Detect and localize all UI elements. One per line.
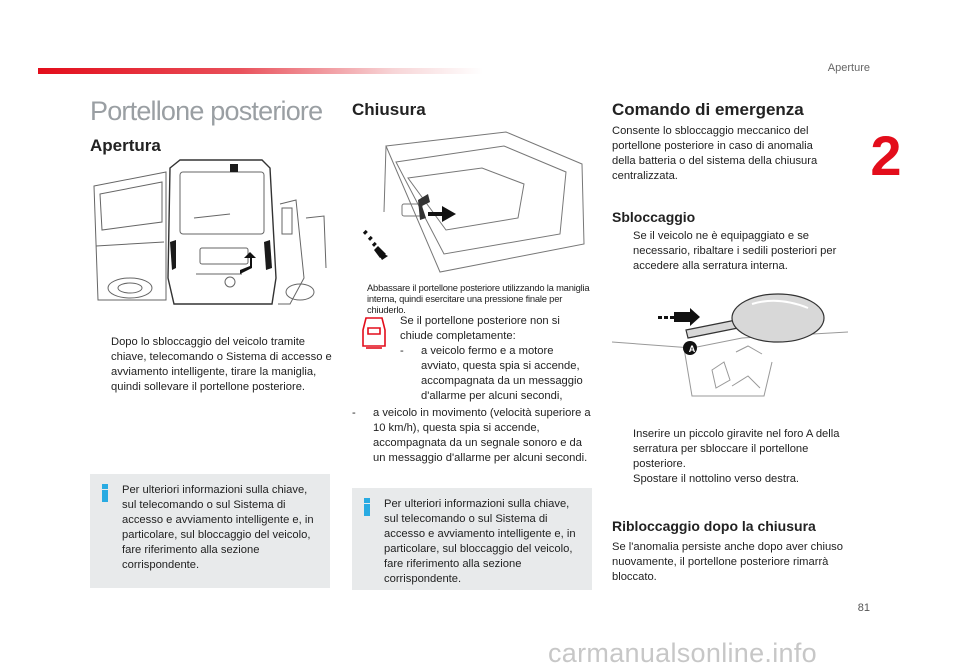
chiusura-bullet: Abbassare il portellone posteriore utilizzando la maniglia interna, quindi esercitare una pressione finale per chiuderlo. bbox=[367, 282, 590, 315]
dash-marker: - bbox=[400, 345, 404, 357]
tailgate-interior-illustration bbox=[356, 126, 592, 274]
emergency-lock-illustration bbox=[612, 292, 852, 412]
chiusura-dash-1: - a veicolo fermo e a motore avviato, questa spia si accende, accompagnata da un messaggio d'allarme per alcuni secondi, bbox=[400, 345, 583, 402]
chiusura-heading: Chiusura bbox=[352, 100, 426, 119]
apertura-bullet: Dopo lo sbloccaggio del veicolo tramite chiave, telecomando o Sistema di accesso e avviamento intelligente, tirare la maniglia, quindi sollevare il portellone posteriore. bbox=[111, 336, 332, 393]
emergenza-heading: Comando di emergenza bbox=[612, 100, 804, 119]
emergenza-intro: Consente lo sbloccaggio meccanico del portellone posteriore in caso di anomalia della batteria o del sistema della chiusura centralizzata. bbox=[612, 125, 818, 182]
emergenza-step-2: Spostare il nottolino verso destra. bbox=[633, 473, 800, 485]
chiusura-info-box bbox=[352, 488, 592, 590]
tailgate-open-warning-icon bbox=[360, 314, 388, 352]
emergenza-step-1: Inserire un piccolo giravite nel foro A della serratura per sbloccare il portellone posteriore. bbox=[633, 428, 840, 470]
apertura-heading: Apertura bbox=[90, 136, 161, 155]
chiusura-dash-2: - a veicolo in movimento (velocità superiore a 10 km/h), questa spia si accende, accompagnata da un segnale sonoro e da un messaggio d'allarme per alcuni secondi. bbox=[352, 407, 591, 464]
chiusura-info-text: Per ulteriori informazioni sulla chiave, sul telecomando o sul Sistema di accesso e avviamento intelligente e, in particolare, sul bloccaggio del veicolo, fare riferimento alla sezione corrispondente. bbox=[384, 498, 576, 585]
dash-marker: - bbox=[352, 407, 356, 419]
info-icon bbox=[362, 498, 372, 516]
van-rear-illustration bbox=[90, 158, 330, 310]
sbloccaggio-bullet: Se il veicolo ne è equipaggiato e se necessario, ribaltare i sedili posteriori per accedere alla serratura interna. bbox=[633, 230, 837, 272]
chapter-number: 2 bbox=[870, 124, 902, 187]
header-accent-bar bbox=[38, 68, 483, 74]
chiusura-warning-intro: Se il portellone posteriore non si chiude completamente: bbox=[400, 315, 560, 342]
section-label: Aperture bbox=[827, 62, 870, 74]
ribloccaggio-heading: Ribloccaggio dopo la chiusura bbox=[612, 518, 816, 534]
label-a-badge: A bbox=[688, 344, 696, 354]
sbloccaggio-heading: Sbloccaggio bbox=[612, 209, 696, 225]
ribloccaggio-text: Se l'anomalia persiste anche dopo aver chiuso nuovamente, il portellone posteriore rimarrà bloccato. bbox=[612, 541, 843, 583]
apertura-info-text: Per ulteriori informazioni sulla chiave, sul telecomando o sul Sistema di accesso e avviamento intelligente e, in particolare, sul bloccaggio del veicolo, fare riferimento alla sezione corrispondente. bbox=[122, 484, 314, 571]
info-icon bbox=[100, 484, 110, 502]
apertura-info-box bbox=[90, 474, 330, 588]
watermark: carmanualsonline.info bbox=[548, 638, 817, 666]
page-number: 81 bbox=[857, 602, 870, 614]
page-title: Portellone posteriore bbox=[90, 96, 323, 126]
